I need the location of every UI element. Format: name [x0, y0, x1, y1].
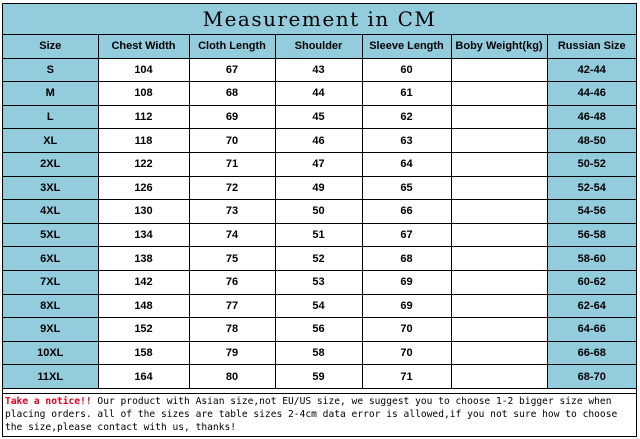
russian-size-cell: 48-50: [547, 129, 636, 153]
sleeve-length-cell: 64: [362, 152, 451, 176]
chest-width-cell: 164: [98, 365, 189, 389]
shoulder-cell: 49: [275, 176, 362, 200]
body-weight-cell: [451, 58, 547, 82]
sleeve-length-cell: 70: [362, 318, 451, 342]
size-rows: [3, 58, 636, 388]
notice-lead: Take a notice!!: [5, 396, 92, 407]
cloth-length-cell: 69: [189, 105, 275, 129]
size-cell: 9XL: [3, 318, 98, 342]
size-cell: 6XL: [3, 247, 98, 271]
chest-width-cell: 134: [98, 223, 189, 247]
header-row: [3, 35, 636, 58]
russian-size-cell: 64-66: [547, 318, 636, 342]
column-header-shoulder: Shoulder: [275, 35, 362, 58]
shoulder-cell: 51: [275, 223, 362, 247]
sleeve-length-cell: 69: [362, 294, 451, 318]
russian-size-cell: 46-48: [547, 105, 636, 129]
column-header-sleeve-length: Sleeve Length: [362, 35, 451, 58]
cloth-length-cell: 78: [189, 318, 275, 342]
cloth-length-cell: 68: [189, 82, 275, 106]
table-row: [3, 223, 636, 247]
shoulder-cell: 53: [275, 270, 362, 294]
shoulder-cell: 56: [275, 318, 362, 342]
table-row: [3, 129, 636, 153]
shoulder-cell: 52: [275, 247, 362, 271]
cloth-length-cell: 70: [189, 129, 275, 153]
size-chart: [2, 3, 637, 437]
russian-size-cell: 60-62: [547, 270, 636, 294]
chest-width-cell: 122: [98, 152, 189, 176]
chart-title: Measurement in CM: [3, 4, 636, 35]
chest-width-cell: 148: [98, 294, 189, 318]
cloth-length-cell: 79: [189, 341, 275, 365]
cloth-length-cell: 73: [189, 200, 275, 224]
table-row: [3, 247, 636, 271]
table-row: [3, 341, 636, 365]
sleeve-length-cell: 68: [362, 247, 451, 271]
shoulder-cell: 59: [275, 365, 362, 389]
shoulder-cell: 47: [275, 152, 362, 176]
shoulder-cell: 43: [275, 58, 362, 82]
cloth-length-cell: 72: [189, 176, 275, 200]
size-cell: S: [3, 58, 98, 82]
sleeve-length-cell: 65: [362, 176, 451, 200]
russian-size-cell: 66-68: [547, 341, 636, 365]
chest-width-cell: 112: [98, 105, 189, 129]
chest-width-cell: 118: [98, 129, 189, 153]
russian-size-cell: 62-64: [547, 294, 636, 318]
shoulder-cell: 54: [275, 294, 362, 318]
body-weight-cell: [451, 270, 547, 294]
body-weight-cell: [451, 176, 547, 200]
body-weight-cell: [451, 247, 547, 271]
body-weight-cell: [451, 200, 547, 224]
size-cell: 3XL: [3, 176, 98, 200]
table-row: [3, 200, 636, 224]
size-cell: M: [3, 82, 98, 106]
sleeve-length-cell: 61: [362, 82, 451, 106]
notice-body: Our product with Asian size,not EU/US size, we suggest you to choose 1-2 bigger size when placing orders. all of the sizes are table sizes 2-4cm data error is allowed,if you not sure how to choose the size,please contact with us, thanks!: [5, 396, 618, 433]
russian-size-cell: 44-46: [547, 82, 636, 106]
body-weight-cell: [451, 318, 547, 342]
size-cell: L: [3, 105, 98, 129]
sleeve-length-cell: 69: [362, 270, 451, 294]
column-header-body-weight: Boby Weight(kg): [451, 35, 547, 58]
shoulder-cell: 58: [275, 341, 362, 365]
sleeve-length-cell: 67: [362, 223, 451, 247]
russian-size-cell: 52-54: [547, 176, 636, 200]
size-cell: 7XL: [3, 270, 98, 294]
table-row: [3, 105, 636, 129]
body-weight-cell: [451, 294, 547, 318]
size-cell: 2XL: [3, 152, 98, 176]
size-cell: 8XL: [3, 294, 98, 318]
table-row: [3, 270, 636, 294]
chest-width-cell: 138: [98, 247, 189, 271]
column-header-size: Size: [3, 35, 98, 58]
size-cell: 11XL: [3, 365, 98, 389]
russian-size-cell: 68-70: [547, 365, 636, 389]
table-row: [3, 152, 636, 176]
shoulder-cell: 50: [275, 200, 362, 224]
size-cell: XL: [3, 129, 98, 153]
russian-size-cell: 54-56: [547, 200, 636, 224]
russian-size-cell: 42-44: [547, 58, 636, 82]
cloth-length-cell: 74: [189, 223, 275, 247]
table-row: [3, 176, 636, 200]
chest-width-cell: 142: [98, 270, 189, 294]
body-weight-cell: [451, 223, 547, 247]
body-weight-cell: [451, 365, 547, 389]
size-table: [3, 35, 636, 389]
body-weight-cell: [451, 152, 547, 176]
sleeve-length-cell: 66: [362, 200, 451, 224]
body-weight-cell: [451, 82, 547, 106]
cloth-length-cell: 71: [189, 152, 275, 176]
chest-width-cell: 126: [98, 176, 189, 200]
russian-size-cell: 50-52: [547, 152, 636, 176]
russian-size-cell: 58-60: [547, 247, 636, 271]
table-row: [3, 318, 636, 342]
size-cell: 10XL: [3, 341, 98, 365]
table-row: [3, 82, 636, 106]
size-cell: 4XL: [3, 200, 98, 224]
cloth-length-cell: 67: [189, 58, 275, 82]
notice-text: [3, 393, 636, 436]
column-header-russian-size: Russian Size: [547, 35, 636, 58]
chest-width-cell: 152: [98, 318, 189, 342]
cloth-length-cell: 80: [189, 365, 275, 389]
body-weight-cell: [451, 341, 547, 365]
shoulder-cell: 44: [275, 82, 362, 106]
shoulder-cell: 45: [275, 105, 362, 129]
chest-width-cell: 104: [98, 58, 189, 82]
sleeve-length-cell: 62: [362, 105, 451, 129]
sleeve-length-cell: 71: [362, 365, 451, 389]
chest-width-cell: 108: [98, 82, 189, 106]
cloth-length-cell: 77: [189, 294, 275, 318]
body-weight-cell: [451, 129, 547, 153]
chest-width-cell: 158: [98, 341, 189, 365]
table-row: [3, 58, 636, 82]
russian-size-cell: 56-58: [547, 223, 636, 247]
sleeve-length-cell: 60: [362, 58, 451, 82]
column-header-chest-width: Chest Width: [98, 35, 189, 58]
body-weight-cell: [451, 105, 547, 129]
table-row: [3, 365, 636, 389]
sleeve-length-cell: 70: [362, 341, 451, 365]
chest-width-cell: 130: [98, 200, 189, 224]
cloth-length-cell: 76: [189, 270, 275, 294]
sleeve-length-cell: 63: [362, 129, 451, 153]
shoulder-cell: 46: [275, 129, 362, 153]
size-cell: 5XL: [3, 223, 98, 247]
table-row: [3, 294, 636, 318]
cloth-length-cell: 75: [189, 247, 275, 271]
column-header-cloth-length: Cloth Length: [189, 35, 275, 58]
